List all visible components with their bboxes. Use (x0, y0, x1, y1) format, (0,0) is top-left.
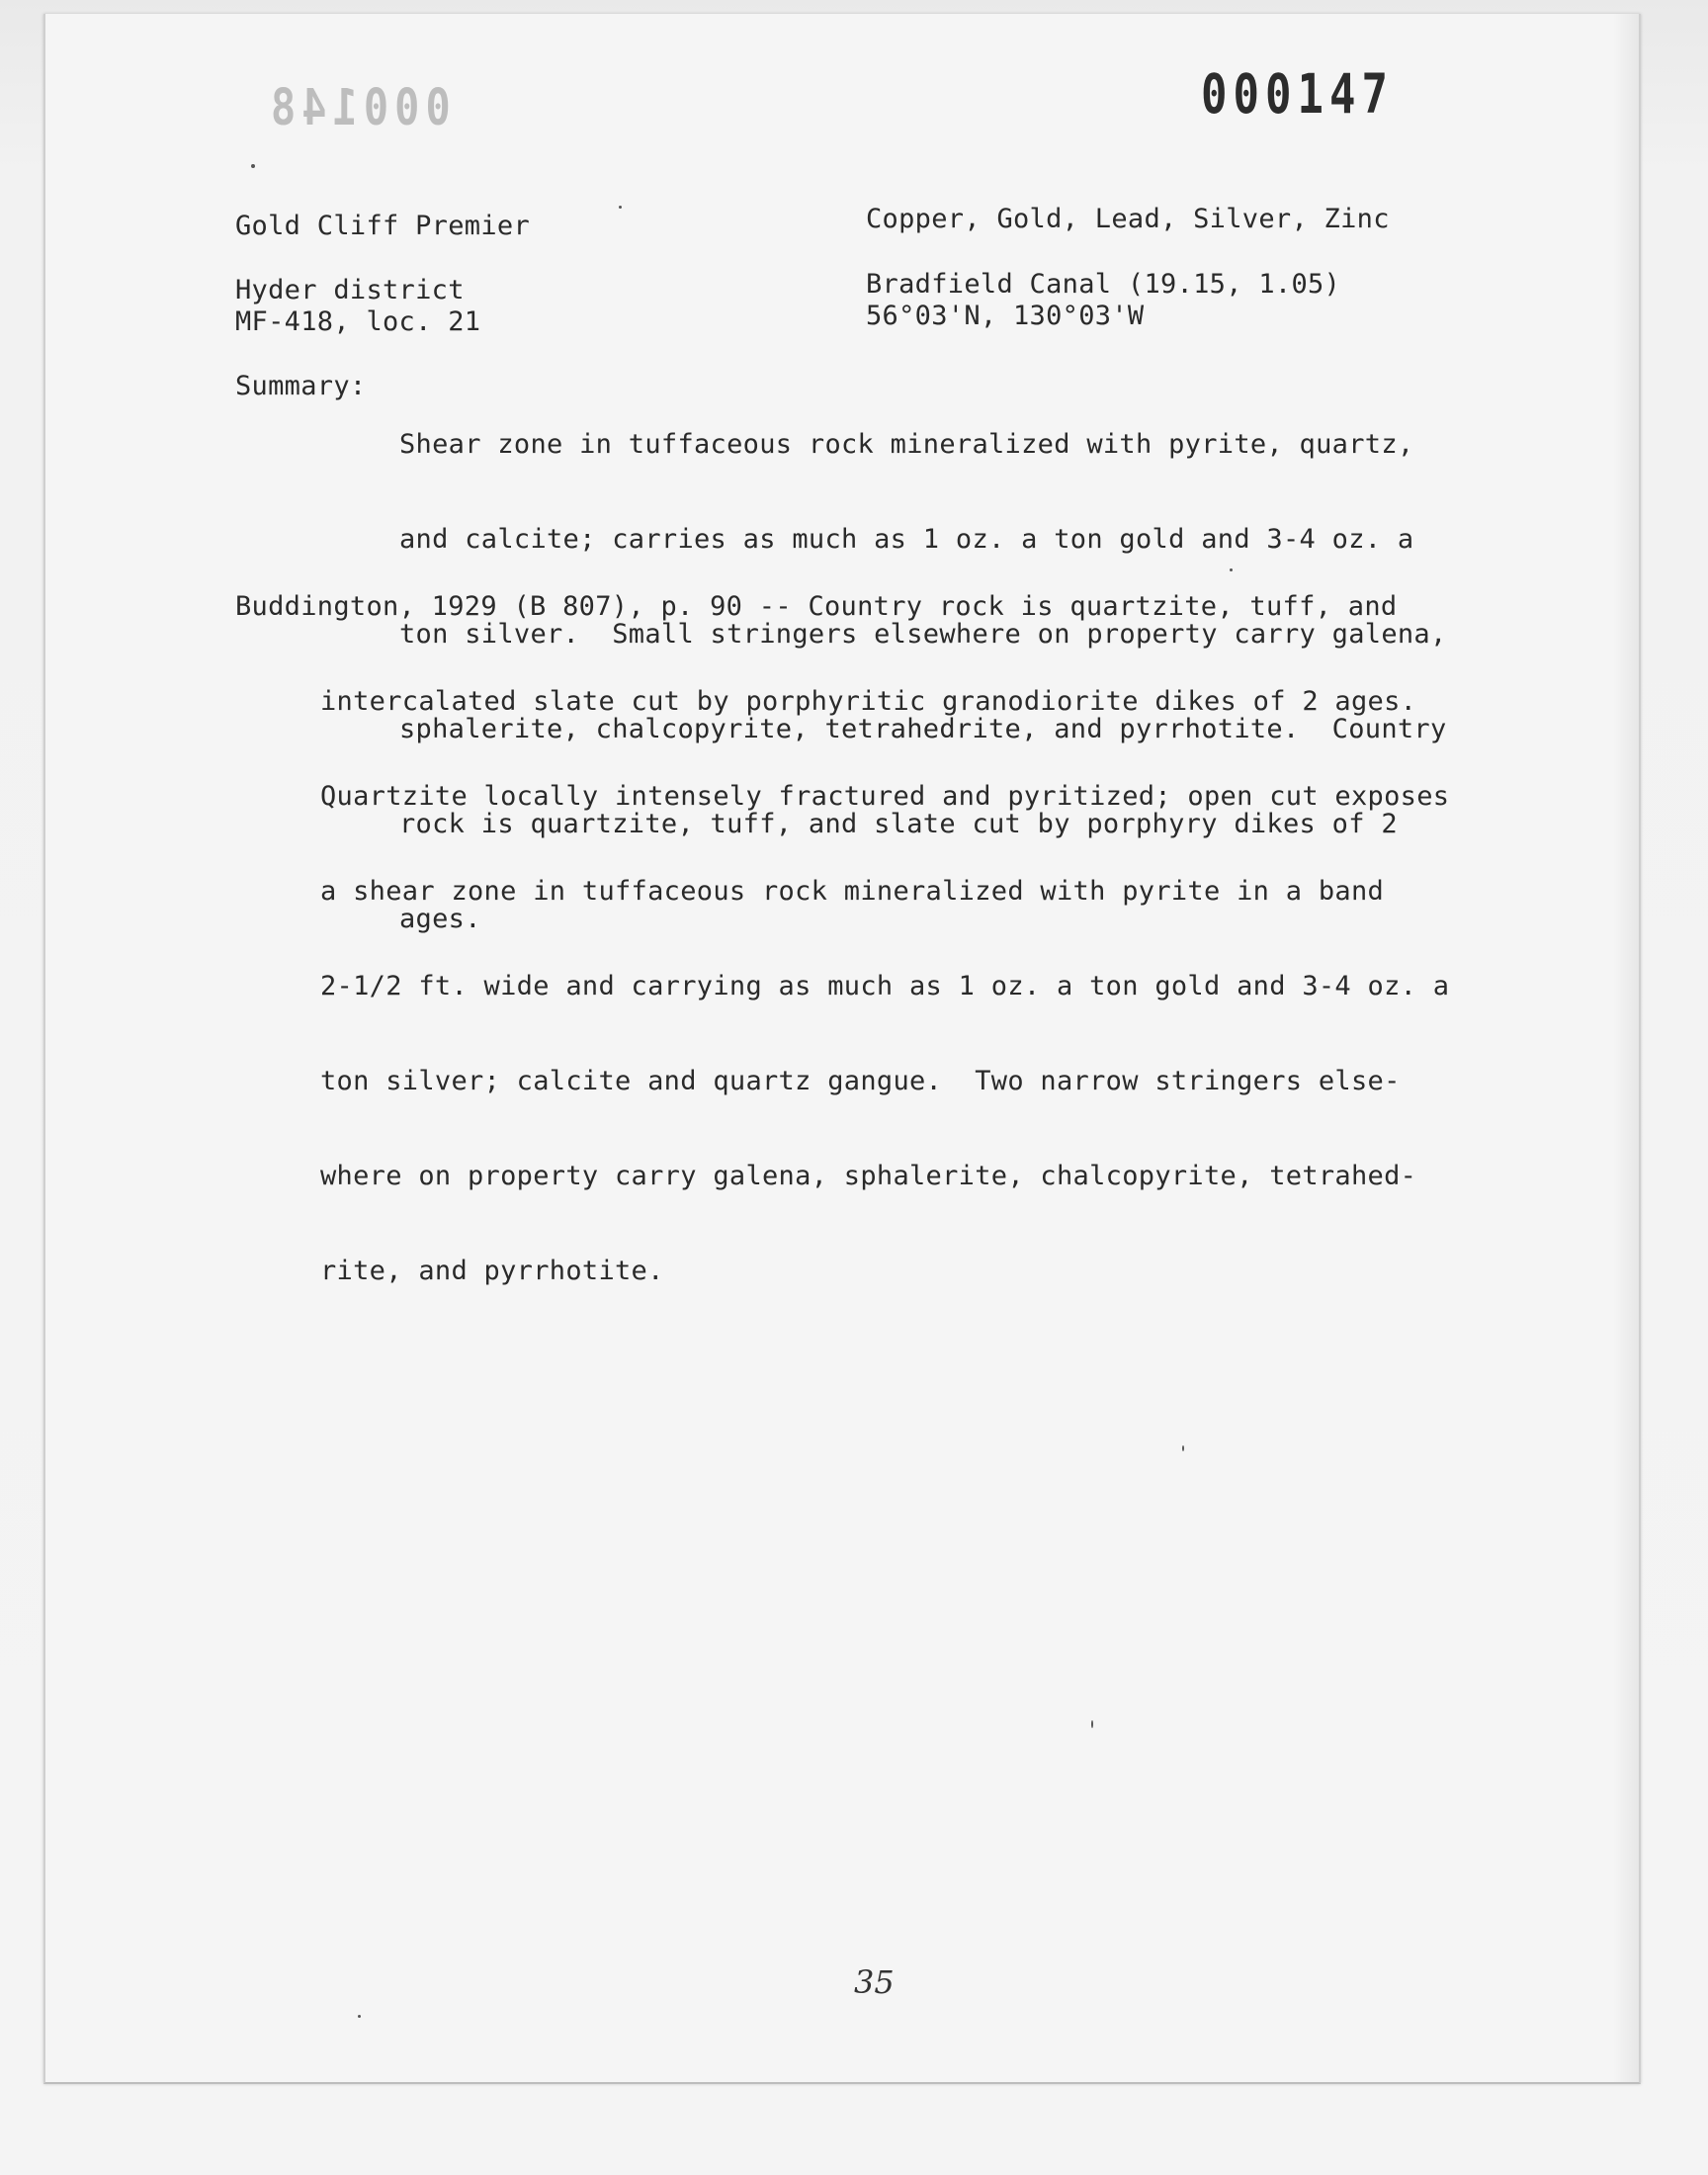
summary-line: ages. (399, 904, 481, 934)
page-number: 35 (854, 1963, 895, 2001)
scan-speck (251, 164, 255, 168)
summary-line: Shear zone in tuffaceous rock mineralized with pyrite, quartz, (399, 429, 1414, 460)
scan-speck (1230, 568, 1233, 571)
reference-line: rite, and pyrrhotite. (320, 1256, 664, 1286)
map-reference: MF-418, loc. 21 (235, 306, 481, 337)
scan-speck (1182, 1445, 1184, 1451)
summary-line: sphalerite, chalcopyrite, tetrahedrite, and pyrrhotite. Country (399, 714, 1447, 744)
coordinates: 56°03'N, 130°03'W (866, 301, 1145, 331)
commodities: Copper, Gold, Lead, Silver, Zinc (866, 204, 1390, 234)
reference-line: intercalated slate cut by porphyritic granodiorite dikes of 2 ages. (320, 686, 1417, 717)
property-name: Gold Cliff Premier (235, 211, 530, 241)
reference-line: Quartzite locally intensely fractured and pyritized; open cut exposes (320, 781, 1450, 812)
summary-line: ton silver. Small stringers elsewhere on property carry galena, (399, 619, 1447, 650)
reference-line: 2-1/2 ft. wide and carrying as much as 1 oz. a ton gold and 3-4 oz. a (320, 971, 1450, 1001)
reference-line: a shear zone in tuffaceous rock mineralized with pyrite in a band (320, 876, 1385, 907)
document-number-stamp: 000147 (1201, 63, 1394, 127)
summary-line: and calcite; carries as much as 1 oz. a ton gold and 3-4 oz. a (399, 524, 1414, 555)
bleed-through-stamp: 000148 (265, 78, 451, 136)
reference-first-line: Buddington, 1929 (B 807), p. 90 -- Country rock is quartzite, tuff, and (235, 591, 1398, 622)
reference-line: where on property carry galena, sphalerite, chalcopyrite, tetrahed- (320, 1161, 1417, 1191)
reference-paragraph (320, 623, 1449, 1319)
quadrangle: Bradfield Canal (19.15, 1.05) (866, 269, 1341, 300)
summary-label: Summary: (235, 371, 367, 401)
reference-line: ton silver; calcite and quartz gangue. Two narrow stringers else- (320, 1066, 1401, 1096)
scan-speck (619, 206, 622, 209)
summary-line: rock is quartzite, tuff, and slate cut by porphyry dikes of 2 (399, 809, 1398, 839)
scan-speck (1091, 1720, 1093, 1728)
district: Hyder district (235, 275, 465, 305)
page-edge-shadow (1613, 14, 1639, 2082)
scan-speck (358, 2015, 361, 2018)
